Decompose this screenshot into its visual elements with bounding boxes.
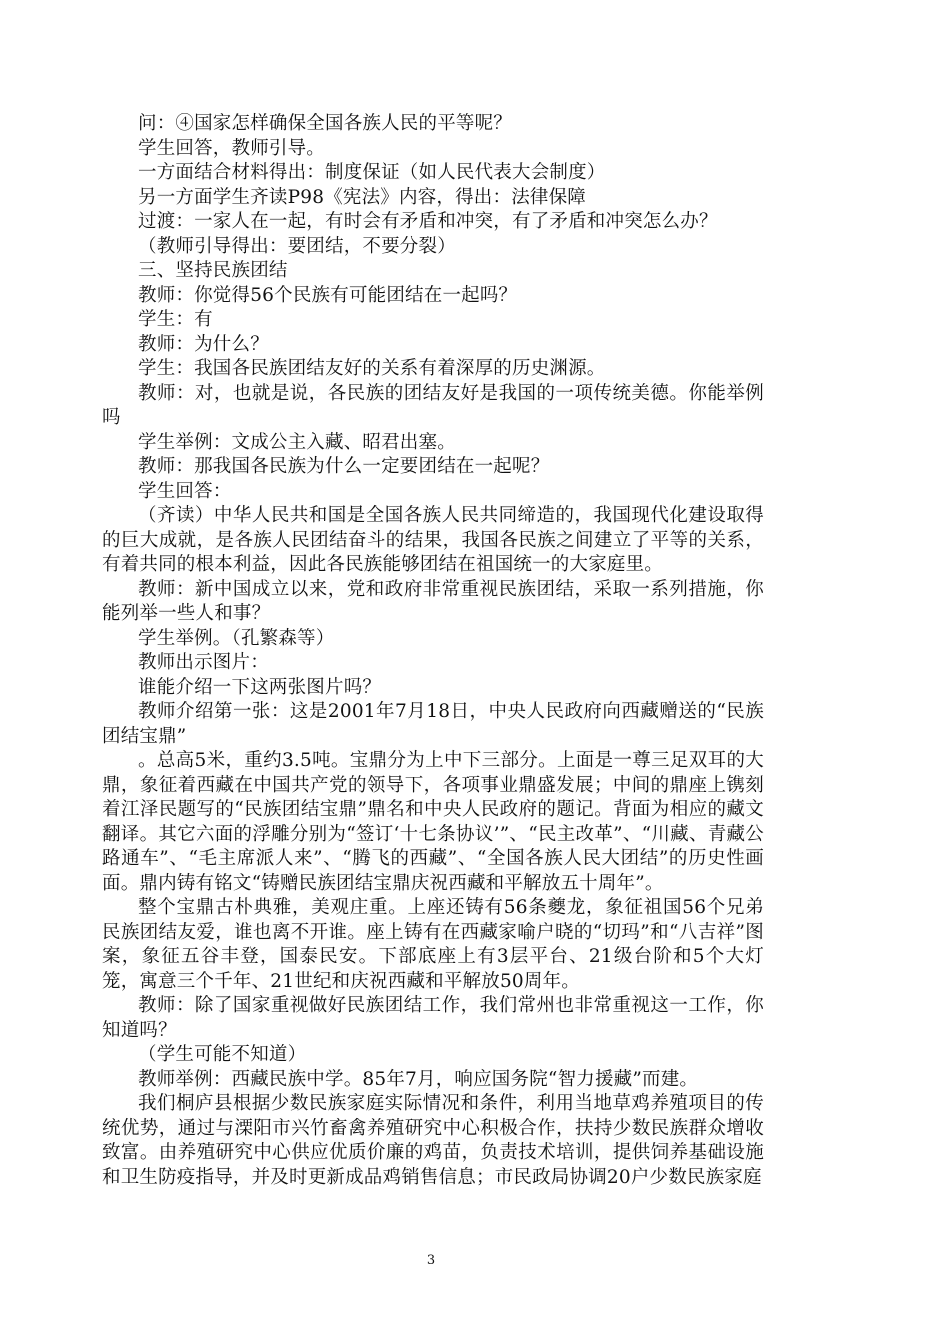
paragraph: 整个宝鼎古朴典雅，美观庄重。上座还铸有56条夔龙，象征祖国56个兄弟民族团结友爱，谁也离不开谁。座上铸有在西藏家喻户晓的“切玛”和“八吉祥”图案，象征五谷丰登，国泰民安。下部底座上有3层平台、21级台阶和5个大灯笼，寓意三个千年、21世纪和庆祝西藏和平解放50周年。 bbox=[102, 897, 764, 992]
paragraph: 问：④国家怎样确保全国各族人民的平等呢？ bbox=[138, 113, 513, 134]
paragraph: 教师：新中国成立以来，党和政府非常重视民族团结，采取一系列措施，你能列举一些人和事？ bbox=[102, 578, 764, 624]
page-number: 3 bbox=[426, 1253, 436, 1268]
paragraph: 教师出示图片： bbox=[138, 652, 269, 673]
paragraph: 学生回答： bbox=[138, 480, 232, 502]
paragraph: 过渡：一家人在一起，有时会有矛盾和冲突，有了矛盾和冲突怎么办？ bbox=[138, 211, 718, 232]
paragraph: 谁能介绍一下这两张图片吗？ bbox=[138, 676, 382, 698]
paragraph: 我们桐庐县根据少数民族家庭实际情况和条件，利用当地草鸡养殖项目的传统优势，通过与溧阳市兴竹畜禽养殖研究中心积极合作，扶持少数民族群众增收致富。由养殖研究中心供应优质价廉的鸡苗，负责技术培训，提供饲养基础设施和卫生防疫指导，并及时更新成品鸡销售信息；市民政局协调20户少数民族家庭 bbox=[102, 1093, 764, 1188]
paragraph: （齐读）中华人民共和国是全国各族人民共同缔造的，我国现代化建设取得的巨大成就，是各族人民团结奋斗的结果，我国各民族之间建立了平等的关系，有着共同的根本利益，因此各民族能够团结在祖国统一的大家庭里。 bbox=[102, 505, 764, 575]
paragraph: 学生：我国各民族团结友好的关系有着深厚的历史渊源。 bbox=[138, 358, 606, 379]
paragraph: 教师：你觉得56个民族有可能团结在一起吗？ bbox=[138, 284, 518, 306]
paragraph: 教师：除了国家重视做好民族团结工作，我们常州也非常重视这一工作，你知道吗？ bbox=[102, 995, 764, 1041]
paragraph: 一方面结合材料得出：制度保证（如人民代表大会制度） bbox=[138, 162, 606, 183]
paragraph: 教师举例：西藏民族中学。85年7月，响应国务院“智力援藏”而建。 bbox=[138, 1068, 699, 1090]
paragraph: 教师：对，也就是说，各民族的团结友好是我国的一项传统美德。你能举例吗 bbox=[102, 382, 764, 428]
document-body bbox=[102, 112, 764, 1190]
paragraph: 学生回答，教师引导。 bbox=[138, 137, 326, 159]
paragraph: 教师：那我国各民族为什么一定要团结在一起呢？ bbox=[138, 456, 550, 477]
paragraph: 教师介绍第一张：这是2001年7月18日，中央人民政府向西藏赠送的“民族团结宝鼎” bbox=[102, 701, 764, 747]
paragraph: 学生举例。（孔繁森等） bbox=[138, 627, 335, 649]
paragraph: （学生可能不知道） bbox=[138, 1044, 307, 1065]
paragraph: 教师：为什么？ bbox=[138, 333, 269, 355]
section-heading: 三、坚持民族团结 bbox=[138, 260, 288, 281]
paragraph: 学生：有 bbox=[138, 309, 213, 330]
paragraph: 。总高5米，重约3.5吨。宝鼎分为上中下三部分。上面是一尊三足双耳的大鼎，象征着西藏在中国共产党的领导下，各项事业鼎盛发展；中间的鼎座上镌刻着江泽民题写的“民族团结宝鼎”鼎名和中央人民政府的题记。背面为相应的藏文翻译。其它六面的浮雕分别为“签订‘十七条协议’”、“民主改革”、“川藏、青藏公路通车”、“毛主席派人来”、“腾飞的西藏”、“全国各族人民大团结”的历史性画面。鼎内铸有铭文“铸赠民族团结宝鼎庆祝西藏和平解放五十周年”。 bbox=[102, 750, 764, 894]
paragraph: （教师引导得出：要团结，不要分裂） bbox=[138, 235, 456, 257]
paragraph: 学生举例：文成公主入藏、昭君出塞。 bbox=[138, 431, 456, 453]
paragraph: 另一方面学生齐读P98《宪法》内容，得出：法律保障 bbox=[138, 186, 586, 208]
